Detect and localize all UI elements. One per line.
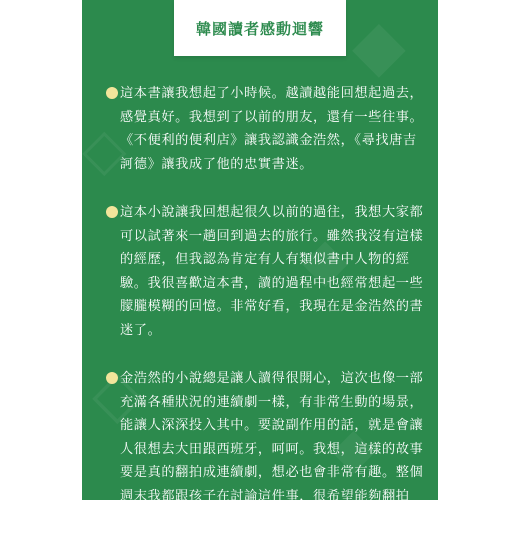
bullet-icon — [106, 372, 118, 384]
page-title: 韓國讀者感動迴響 — [195, 19, 324, 38]
review-text: 這本小說讓我回想起很久以前的過往，我想大家都可以試著來一趟回到過去的旅行。雖然我沒有這樣的經歷，但我認為肯定有人有類似書中人物的經驗。我很喜歡這本書，讀的過程中也經常想起一些朦朧模糊的回憶。非常好看，我現在是金浩然的書迷了。 — [120, 205, 424, 338]
background-decoration: ◆ — [352, 3, 406, 86]
review-text: 金浩然的小說總是讓人讀得很開心，這次也像一部充滿各種狀況的連續劇一樣，有非常生動的場景，能讓人深深投入其中。要說副作用的話，就是會讓人很想去大田跟西班牙，呵呵。我想，這樣的故事要是真的翻拍成連續劇，想必也會非常有趣。整個週末我都跟孩子在討論這件事，很希望能夠翻拍呢。 — [120, 371, 424, 527]
review-item — [106, 82, 424, 176]
review-item — [106, 201, 424, 342]
reviews-list — [106, 82, 424, 557]
background-decoration: ◇ — [92, 354, 143, 432]
review-item — [106, 367, 424, 532]
title-tab — [174, 0, 346, 56]
background-decoration: ◆ — [332, 415, 376, 481]
background-decoration: ◆ — [302, 225, 349, 295]
review-text: 這本書讓我想起了小時候。越讀越能回想起過去，感覺真好。我想到了以前的朋友，還有一些往事。《不便利的便利店》讓我認識金浩然，《尋找唐吉訶德》讓我成了他的忠實書迷。 — [120, 86, 424, 172]
reviews-panel — [82, 0, 438, 527]
bullet-icon — [106, 206, 118, 218]
background-decoration: ◇ — [82, 115, 127, 183]
bullet-icon — [106, 87, 118, 99]
